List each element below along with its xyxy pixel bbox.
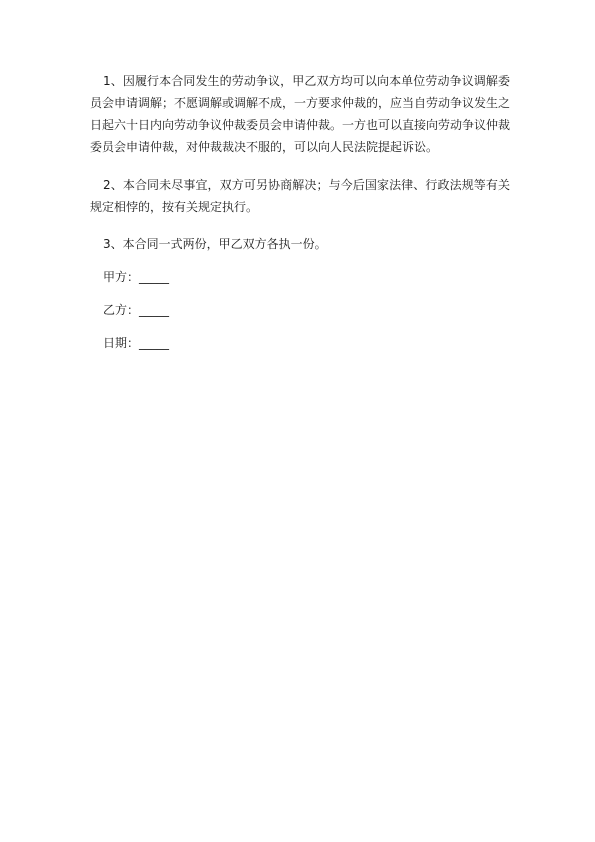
party-b-text: 乙方：_____ bbox=[103, 303, 170, 317]
clause-1-text: 1、因履行本合同发生的劳动争议，甲乙双方均可以向本单位劳动争议调解委员会申请调解；不愿调解或调解不成，一方要求仲裁的，应当自劳动争议发生之日起六十日内向劳动争议仲裁委员会申请仲裁。一方也可以直接向劳动争议仲裁委员会申请仲裁，对仲裁裁决不服的，可以向人民法院提起诉讼。 bbox=[90, 74, 511, 154]
clause-2 bbox=[90, 174, 510, 218]
party-a-text: 甲方：_____ bbox=[103, 270, 170, 284]
date-text: 日期：_____ bbox=[103, 336, 170, 350]
party-b-signature bbox=[90, 299, 510, 321]
party-a-signature bbox=[90, 266, 510, 288]
document-body bbox=[90, 70, 510, 354]
clause-3-text: 3、本合同一式两份，甲乙双方各执一份。 bbox=[103, 237, 327, 251]
date-signature bbox=[90, 332, 510, 354]
clause-2-text: 2、本合同未尽事宜，双方可另协商解决；与今后国家法律、行政法规等有关规定相悖的，按有关规定执行。 bbox=[90, 178, 510, 214]
clause-1 bbox=[90, 70, 510, 158]
clause-3 bbox=[90, 233, 510, 255]
